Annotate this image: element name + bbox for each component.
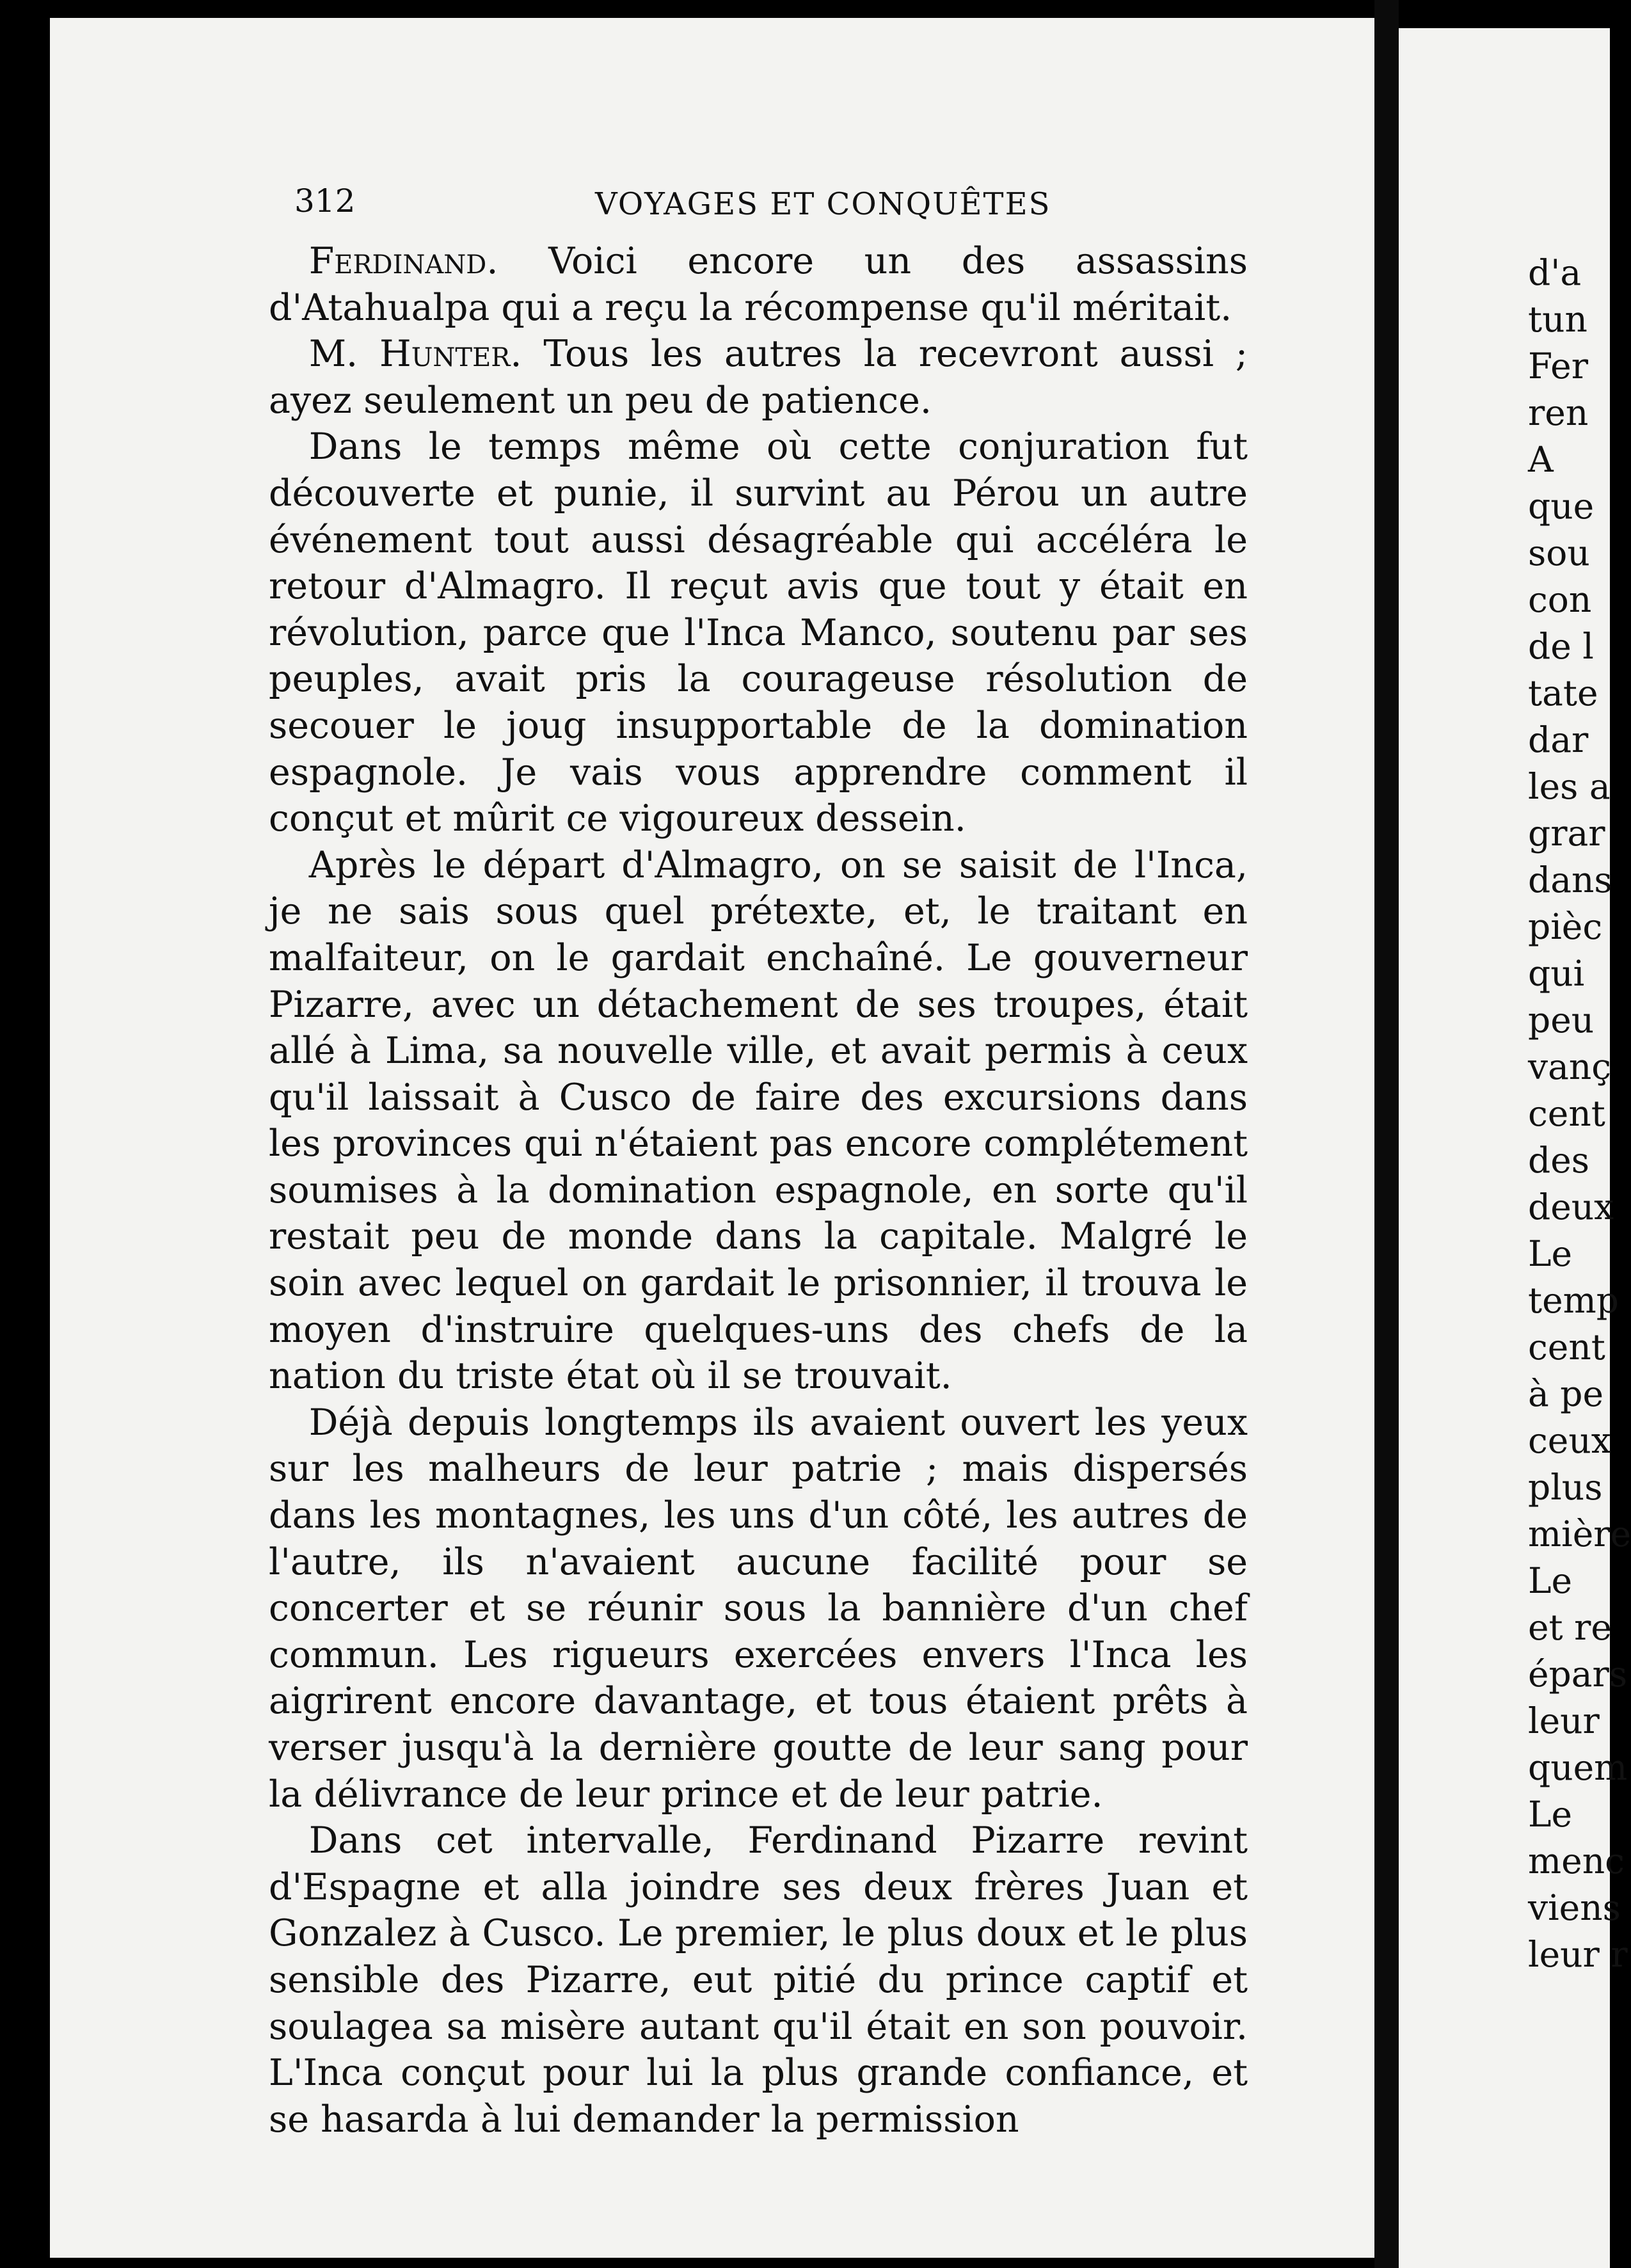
right-page-line: tun xyxy=(1528,299,1587,340)
speaker-name: Ferdinand. xyxy=(308,240,498,282)
paragraph-text: Après le départ d'Almagro, on se saisit de l'Inca, je ne sais sous quel prétexte, et, le traitant en malfaiteur, on le gardait enchaîné. Le gouverneur Pizarre, avec un détachement de ses troupes, était allé à Lima, sa nouvelle ville, et avait permis à ceux qu'il laissait à Cusco de faire des excursions dans les provinces qui n'étaient pas encore complétement soumises à la domination espagnole, en sorte qu'il restait peu de monde dans la capitale. Malgré le soin avec lequel on gardait le prisonnier, il trouva le moyen d'instruire quelques-uns des chefs de la nation du triste état où il se trouvait. xyxy=(269,843,1248,1398)
right-page-line: dans xyxy=(1528,859,1612,900)
right-page-line: les a xyxy=(1528,766,1611,807)
paragraph-text: Tous les autres la recevront aussi ; ayez seulement un peu de patience. xyxy=(269,333,1248,422)
right-page-line: sou xyxy=(1528,532,1590,573)
right-page-line: de l xyxy=(1528,626,1594,667)
right-page-line: et re xyxy=(1528,1607,1612,1648)
right-page-line: d'a xyxy=(1528,252,1582,293)
right-page-line: pièc xyxy=(1528,906,1603,947)
right-page-line: grar xyxy=(1528,813,1605,854)
right-page-line: temp xyxy=(1528,1280,1619,1321)
speaker-name: M. Hunter. xyxy=(308,333,522,376)
right-page-line: ren xyxy=(1528,392,1589,433)
right-page-line: tate xyxy=(1528,673,1598,714)
page-number: 312 xyxy=(294,182,356,220)
right-page-line: Fer xyxy=(1528,346,1588,387)
paragraph-text: Dans le temps même où cette conjuration fut découverte et punie, il survint au Pérou un autre événement tout aussi désagréable qui accéléra le retour d'Almagro. Il reçut avis que tout y était en révolution, parce que l'Inca Manco, soutenu par ses peuples, avait pris la courageuse résolution de secouer le joug insupportable de la domination espagnole. Je vais vous apprendre comment il conçut et mûrit ce vigoureux dessein. xyxy=(269,426,1248,840)
right-page-line: quem xyxy=(1528,1747,1628,1788)
right-page-line: des xyxy=(1528,1140,1589,1181)
right-page-line: Le xyxy=(1528,1794,1573,1835)
right-page-line: leur xyxy=(1528,1700,1600,1741)
right-page-line: mière xyxy=(1528,1513,1631,1554)
right-page-line: Le xyxy=(1528,1560,1573,1601)
book-gutter xyxy=(1374,0,1399,2268)
paragraph-text: Déjà depuis longtemps ils avaient ouvert les yeux sur les malheurs de leur patrie ; mais dispersés dans les montagnes, les uns d'un côté, les autres de l'autre, ils n'avaient aucune facilité pour se concerter et se réunir sous la bannière d'un chef commun. Les rigueurs exercées envers l'Inca les aigrirent encore davantage, et tous étaient prêts à verser jusqu'à la dernière goutte de leur sang pour la délivrance de leur prince et de leur patrie. xyxy=(269,1401,1248,1816)
right-page-line: leur r xyxy=(1528,1934,1628,1975)
right-page-line: que xyxy=(1528,486,1595,527)
body-text xyxy=(269,238,1248,2143)
right-page-line: plus xyxy=(1528,1467,1603,1508)
right-page-line: peu xyxy=(1528,1000,1595,1041)
paragraph xyxy=(269,331,1248,424)
paragraph-text: Dans cet intervalle, Ferdinand Pizarre revint d'Espagne et alla joindre ses deux frères Juan et Gonzalez à Cusco. Le premier, le plus doux et le plus sensible des Pizarre, eut pitié du prince captif et soulagea sa misère autant qu'il était en son pouvoir. L'Inca conçut pour lui la plus grande confiance, et se hasarda à lui demander la permission xyxy=(269,1819,1248,2141)
right-page-line: con xyxy=(1528,579,1592,620)
paragraph xyxy=(269,238,1248,331)
paragraph xyxy=(269,842,1248,1400)
right-page-line: à pe xyxy=(1528,1373,1604,1414)
right-page-line: qui xyxy=(1528,953,1585,994)
right-page-text-fragments xyxy=(1528,250,1631,1978)
right-page-line: deux xyxy=(1528,1186,1614,1227)
right-page-line: cent xyxy=(1528,1327,1605,1368)
running-title: VOYAGES ET CONQUÊTES xyxy=(595,186,1051,222)
right-page-line: dar xyxy=(1528,719,1589,760)
right-page-line: épars xyxy=(1528,1654,1628,1695)
paragraph xyxy=(269,1400,1248,1817)
right-page-line: vanç xyxy=(1528,1046,1612,1087)
right-page-line: A xyxy=(1528,439,1554,480)
paragraph-text: Voici encore un des assassins d'Atahualpa qui a reçu la récompense qu'il méritait. xyxy=(269,240,1248,329)
paragraph xyxy=(269,424,1248,842)
page-header xyxy=(294,182,1254,234)
right-page-line: menc xyxy=(1528,1841,1625,1881)
right-page-line: viens xyxy=(1528,1887,1621,1928)
right-page-line: cent xyxy=(1528,1093,1605,1134)
paragraph xyxy=(269,1817,1248,2143)
right-page-line: Le xyxy=(1528,1233,1573,1274)
right-page-line: ceux xyxy=(1528,1420,1611,1461)
